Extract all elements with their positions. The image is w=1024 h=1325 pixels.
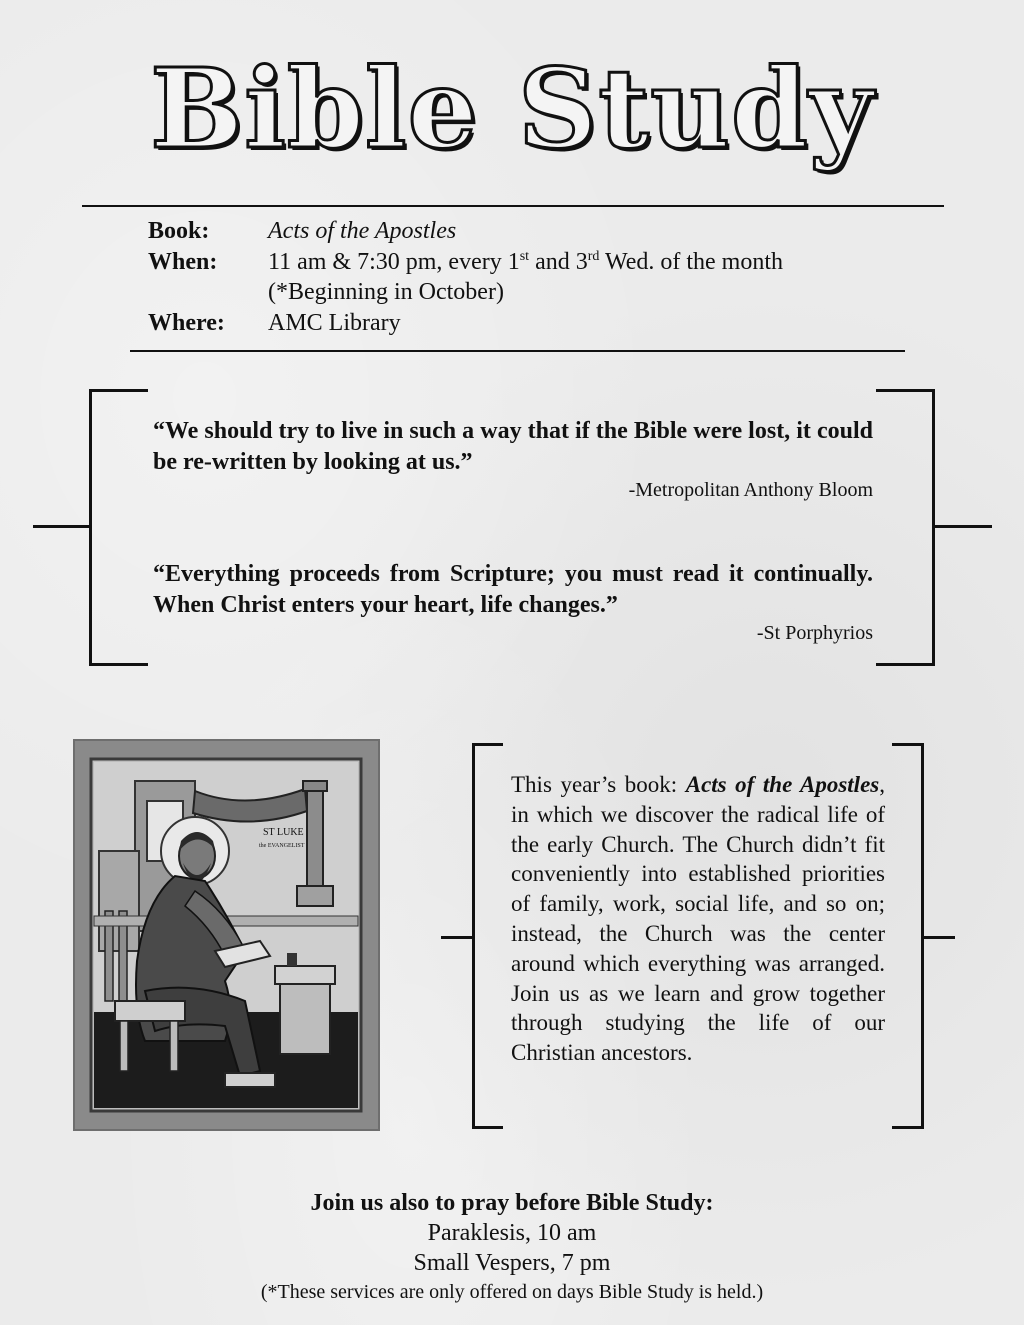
st-luke-icon-image: [73, 739, 380, 1131]
desc-bracket-left-bottom: [472, 1126, 503, 1129]
desc-bracket-right-top: [892, 743, 923, 746]
quote-1-attribution: -Metropolitan Anthony Bloom: [628, 479, 873, 501]
desc-bracket-right-tick: [923, 936, 955, 939]
quote-bracket-right-tick: [934, 525, 992, 528]
book-label: Book:: [148, 218, 210, 244]
book-description: [511, 770, 885, 1068]
quote-bracket-left-top: [89, 389, 148, 392]
prayer-heading: Join us also to pray before Bible Study:: [310, 1190, 714, 1216]
paraklesis-time: Paraklesis, 10 am: [427, 1220, 597, 1246]
desc-bracket-right-bottom: [892, 1126, 923, 1129]
page-title: Bible Study: [150, 44, 874, 173]
top-divider: [82, 205, 944, 207]
description-body: , in which we discover the radical life of the early Church. The Church didn’t fit conveniently into established priorities of family, work, social life, and so on; instead, the Church was the center around which everything was arranged. Join us as we learn and grow together through studying the life of our Christian ancestors.: [511, 772, 885, 1066]
when-label: When:: [148, 249, 218, 275]
description-lead: This year’s book:: [511, 772, 686, 797]
when-value: [268, 247, 783, 277]
icon-inscription-2: the EVANGELIST: [259, 843, 305, 849]
services-note: (*These services are only offered on days Bible Study is held.): [260, 1281, 764, 1303]
icon-inscription-1: ST LUKE: [263, 827, 304, 838]
description-book-title: Acts of the Apostles: [685, 772, 880, 797]
when-sup-1: st: [519, 249, 530, 264]
vespers-time: Small Vespers, 7 pm: [413, 1250, 611, 1276]
when-text-1: 11 am & 7:30 pm, every 1: [268, 249, 520, 275]
when-text-3: Wed. of the month: [599, 249, 784, 275]
when-sup-2: rd: [587, 249, 600, 264]
desc-bracket-left-tick: [441, 936, 473, 939]
where-label: Where:: [148, 310, 225, 336]
quote-bracket-right-bottom: [876, 663, 935, 666]
quote-2-attribution: -St Porphyrios: [756, 622, 873, 644]
quote-bracket-left-bottom: [89, 663, 148, 666]
st-luke-illustration: [75, 741, 378, 1129]
when-note: (*Beginning in October): [268, 279, 504, 305]
where-value: AMC Library: [268, 310, 401, 336]
desc-bracket-left-top: [472, 743, 503, 746]
quote-bracket-right-top: [876, 389, 935, 392]
book-value: Acts of the Apostles: [268, 218, 457, 244]
quote-bracket-left-tick: [33, 525, 90, 528]
quote-2-text: “Everything proceeds from Scripture; you must read it continually. When Christ enters your heart, life changes.”: [153, 561, 873, 618]
quote-1-text: “We should try to live in such a way that if the Bible were lost, it could be re-written by looking at us.”: [153, 418, 873, 475]
info-divider: [130, 350, 905, 352]
when-text-2: and 3: [529, 249, 588, 275]
